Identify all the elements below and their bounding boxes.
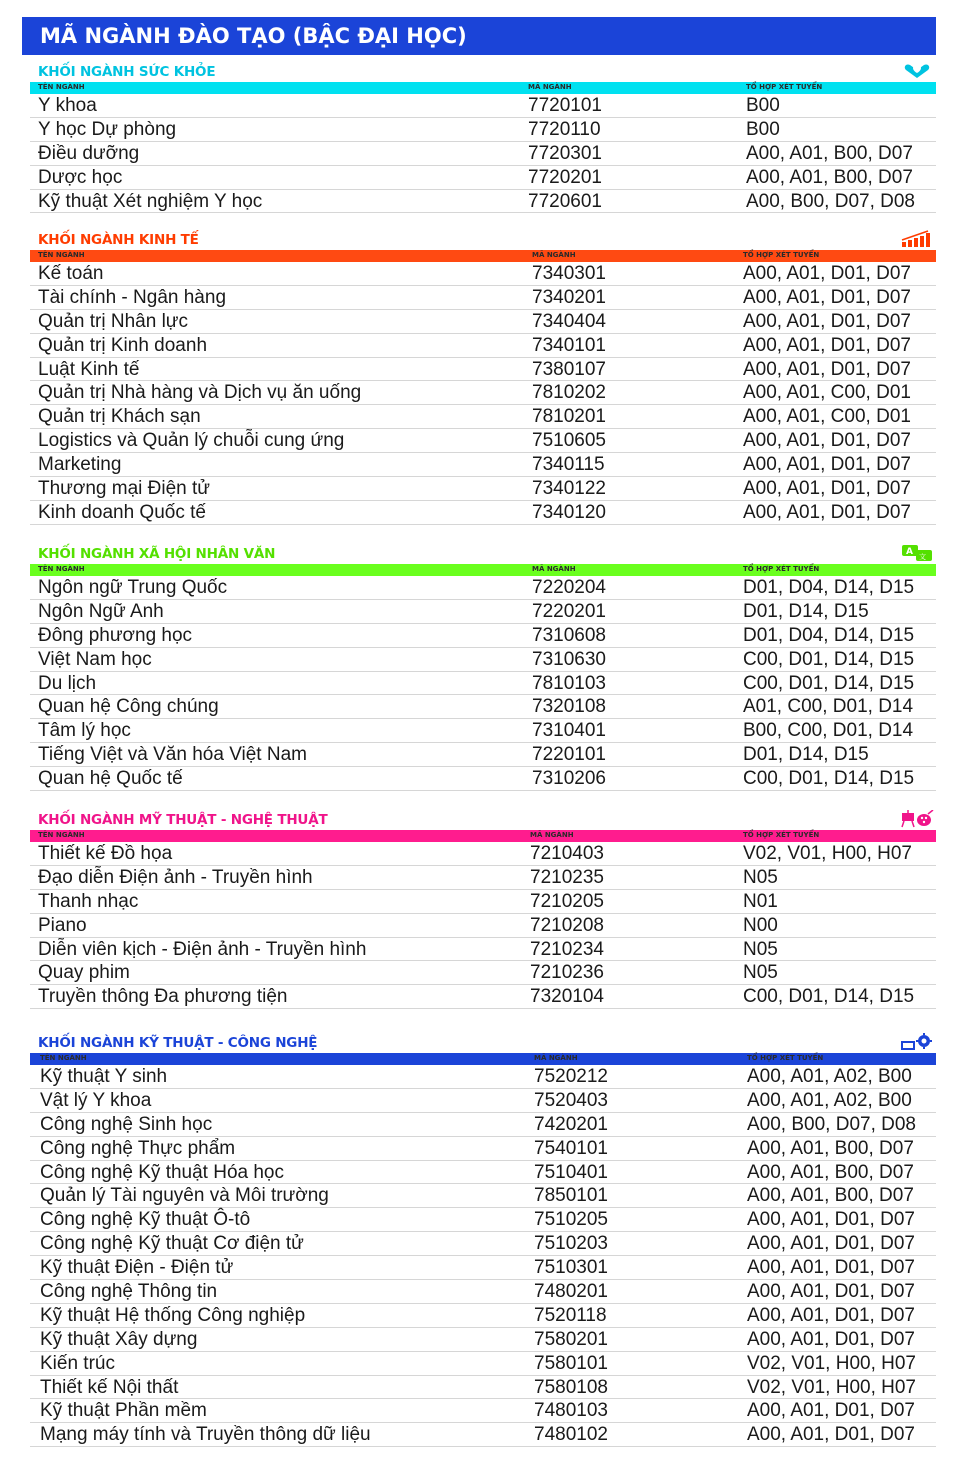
admission-combo: A00, B00, D07, D08 bbox=[747, 1113, 916, 1135]
program-name: Quay phim bbox=[38, 962, 130, 984]
section-3 bbox=[0, 544, 960, 791]
table-row bbox=[30, 1280, 936, 1304]
column-header-code: MÃ NGÀNH bbox=[528, 83, 572, 91]
tech-gear-icon bbox=[900, 1033, 934, 1051]
admission-combo: C00, D01, D14, D15 bbox=[743, 672, 915, 694]
table-row bbox=[30, 334, 936, 358]
admission-combo: A00, A01, D01, D07 bbox=[743, 454, 911, 476]
program-name: Công nghệ Kỹ thuật Cơ điện tử bbox=[40, 1233, 304, 1255]
admission-combo: B00, C00, D01, D14 bbox=[743, 720, 914, 742]
table-row bbox=[30, 600, 936, 624]
admission-combo: V02, V01, H00, H07 bbox=[743, 843, 912, 864]
admission-combo: A00, A01, D01, D07 bbox=[743, 286, 911, 308]
admission-combo: A01, C00, D01, D14 bbox=[743, 696, 914, 718]
column-header-combo: TỔ HỢP XÉT TUYỂN bbox=[746, 83, 823, 91]
program-name: Y học Dự phòng bbox=[38, 118, 177, 140]
program-name: Marketing bbox=[38, 454, 122, 476]
table-row bbox=[30, 453, 936, 477]
program-code: 7210236 bbox=[530, 962, 604, 984]
column-header-combo: TỔ HỢP XÉT TUYỂN bbox=[743, 251, 820, 259]
program-name: Tiếng Việt và Văn hóa Việt Nam bbox=[38, 744, 307, 766]
table-row bbox=[30, 1256, 936, 1280]
table-row bbox=[30, 118, 936, 142]
admission-combo: A00, A01, C00, D01 bbox=[743, 406, 911, 428]
program-code: 7480102 bbox=[534, 1424, 608, 1446]
program-code: 7720201 bbox=[528, 166, 602, 188]
program-name: Quan hệ Quốc tế bbox=[38, 768, 183, 790]
admission-combo: A00, A01, C00, D01 bbox=[743, 382, 911, 404]
section-title: KHỐI NGÀNH XÃ HỘI NHÂN VĂN bbox=[38, 546, 276, 562]
program-name: Quản trị Nhân lực bbox=[38, 310, 189, 332]
program-name: Quan hệ Công chúng bbox=[38, 696, 219, 718]
admission-combo: A00, A01, D01, D07 bbox=[743, 358, 911, 380]
program-code: 7720110 bbox=[528, 118, 601, 140]
section-title: KHỐI NGÀNH KỸ THUẬT - CÔNG NGHỆ bbox=[38, 1035, 318, 1051]
program-code: 7210205 bbox=[530, 890, 604, 912]
admission-combo: N05 bbox=[743, 866, 778, 888]
program-code: 7210235 bbox=[530, 866, 604, 888]
column-header-combo: TỔ HỢP XÉT TUYỂN bbox=[747, 1054, 824, 1062]
program-code: 7320108 bbox=[532, 696, 606, 718]
program-code: 7210208 bbox=[530, 914, 604, 936]
table-row bbox=[30, 624, 936, 648]
program-code: 7310401 bbox=[532, 720, 606, 742]
translate-icon bbox=[900, 544, 934, 562]
section-header bbox=[0, 810, 960, 830]
section-header bbox=[0, 230, 960, 250]
column-header-bar bbox=[30, 1053, 936, 1065]
program-name: Kỹ thuật Phần mềm bbox=[40, 1400, 207, 1422]
program-name: Vật lý Y khoa bbox=[40, 1089, 152, 1111]
program-code: 7810202 bbox=[532, 382, 606, 404]
table-row bbox=[30, 890, 936, 914]
program-code: 7520118 bbox=[534, 1304, 607, 1326]
table-row bbox=[30, 190, 936, 214]
table-row bbox=[30, 1232, 936, 1256]
program-code: 7520212 bbox=[534, 1066, 608, 1087]
table-row bbox=[30, 310, 936, 334]
table-row bbox=[30, 576, 936, 600]
table-row bbox=[30, 501, 936, 525]
section-header bbox=[0, 544, 960, 564]
art-palette-icon bbox=[900, 810, 934, 828]
program-name: Công nghệ Sinh học bbox=[40, 1113, 213, 1135]
program-name: Truyền thông Đa phương tiện bbox=[38, 986, 288, 1008]
admission-combo: B00 bbox=[746, 95, 780, 116]
table-row bbox=[30, 1376, 936, 1400]
svg-text:A: A bbox=[906, 547, 913, 557]
program-code: 7520403 bbox=[534, 1089, 608, 1111]
admission-combo: A00, A01, B00, D07 bbox=[747, 1161, 914, 1183]
admission-combo: D01, D04, D14, D15 bbox=[743, 624, 915, 646]
section-4 bbox=[0, 810, 960, 1009]
section-5 bbox=[0, 1033, 960, 1447]
table-row bbox=[30, 914, 936, 938]
program-code: 7210403 bbox=[530, 843, 604, 864]
program-name: Piano bbox=[38, 914, 87, 936]
program-code: 7340122 bbox=[532, 478, 606, 500]
section-header bbox=[0, 62, 960, 82]
section-title: KHỐI NGÀNH KINH TẾ bbox=[38, 232, 199, 248]
program-name: Dược học bbox=[38, 166, 123, 188]
table-row bbox=[30, 381, 936, 405]
admission-combo: A00, A01, B00, D07 bbox=[746, 142, 913, 164]
program-code: 7310206 bbox=[532, 768, 606, 790]
program-code: 7340101 bbox=[532, 334, 606, 356]
admission-combo: N05 bbox=[743, 962, 778, 984]
admission-combo: A00, A01, A02, B00 bbox=[747, 1066, 912, 1087]
program-name: Việt Nam học bbox=[38, 648, 152, 670]
program-code: 7850101 bbox=[534, 1185, 608, 1207]
program-code: 7510605 bbox=[532, 430, 606, 452]
program-name: Quản trị Kinh doanh bbox=[38, 334, 208, 356]
table-row bbox=[30, 286, 936, 310]
admission-combo: A00, A01, D01, D07 bbox=[747, 1400, 915, 1422]
section-title: KHỐI NGÀNH MỸ THUẬT - NGHỆ THUẬT bbox=[38, 812, 328, 828]
program-name: Tài chính - Ngân hàng bbox=[38, 286, 227, 308]
column-header-code: MÃ NGÀNH bbox=[534, 1054, 578, 1062]
program-code: 7580201 bbox=[534, 1328, 608, 1350]
program-code: 7810201 bbox=[532, 406, 606, 428]
program-code: 7540101 bbox=[534, 1137, 608, 1159]
program-name: Kiến trúc bbox=[40, 1352, 115, 1374]
table-row bbox=[30, 1208, 936, 1232]
program-code: 7420201 bbox=[534, 1113, 608, 1135]
program-name: Du lịch bbox=[38, 672, 97, 694]
program-name: Logistics và Quản lý chuỗi cung ứng bbox=[38, 430, 345, 452]
column-header-combo: TỔ HỢP XÉT TUYỂN bbox=[743, 831, 820, 839]
program-name: Kỹ thuật Xây dựng bbox=[40, 1328, 198, 1350]
svg-text:文: 文 bbox=[919, 553, 926, 561]
section-2 bbox=[0, 230, 960, 525]
admission-combo: A00, A01, D01, D07 bbox=[743, 263, 911, 284]
table-row bbox=[30, 1399, 936, 1423]
column-header-code: MÃ NGÀNH bbox=[530, 831, 574, 839]
program-code: 7340201 bbox=[532, 286, 606, 308]
table-row bbox=[30, 142, 936, 166]
admission-combo: A00, A01, D01, D07 bbox=[743, 310, 911, 332]
admission-combo: N00 bbox=[743, 914, 778, 936]
column-header-bar bbox=[30, 250, 936, 262]
program-name: Kỹ thuật Điện - Điện tử bbox=[40, 1257, 234, 1279]
admission-combo: A00, A01, D01, D07 bbox=[747, 1281, 915, 1303]
column-header-name: TÊN NGÀNH bbox=[38, 565, 85, 573]
column-header-code: MÃ NGÀNH bbox=[532, 251, 576, 259]
program-code: 7720301 bbox=[528, 142, 602, 164]
table-row bbox=[30, 767, 936, 791]
program-name: Kinh doanh Quốc tế bbox=[38, 501, 206, 523]
admission-combo: V02, V01, H00, H07 bbox=[747, 1376, 916, 1398]
column-header-name: TÊN NGÀNH bbox=[38, 251, 85, 259]
table-row bbox=[30, 1328, 936, 1352]
table-row bbox=[30, 166, 936, 190]
table-row bbox=[30, 405, 936, 429]
program-code: 7220204 bbox=[532, 577, 606, 598]
table-row bbox=[30, 985, 936, 1009]
page-title: MÃ NGÀNH ĐÀO TẠO (BẬC ĐẠI HỌC) bbox=[22, 17, 936, 55]
admission-combo: A00, A01, D01, D07 bbox=[747, 1424, 915, 1446]
table-row bbox=[30, 719, 936, 743]
program-code: 7310608 bbox=[532, 624, 606, 646]
program-name: Công nghệ Thông tin bbox=[40, 1281, 218, 1303]
program-code: 7580108 bbox=[534, 1376, 608, 1398]
table-row bbox=[30, 1352, 936, 1376]
admission-combo: A00, A01, A02, B00 bbox=[747, 1089, 912, 1111]
admission-combo: N05 bbox=[743, 938, 778, 960]
program-code: 7510301 bbox=[534, 1257, 608, 1279]
admission-combo: C00, D01, D14, D15 bbox=[743, 768, 915, 790]
program-name: Quản trị Khách sạn bbox=[38, 406, 201, 428]
table-row bbox=[30, 477, 936, 501]
program-code: 7480201 bbox=[534, 1281, 608, 1303]
column-header-code: MÃ NGÀNH bbox=[532, 565, 576, 573]
program-code: 7340120 bbox=[532, 501, 606, 523]
program-name: Công nghệ Thực phẩm bbox=[40, 1137, 236, 1159]
column-header-name: TÊN NGÀNH bbox=[38, 83, 85, 91]
admission-combo: C00, D01, D14, D15 bbox=[743, 648, 915, 670]
admission-combo: A00, A01, D01, D07 bbox=[747, 1233, 915, 1255]
column-header-name: TÊN NGÀNH bbox=[38, 831, 85, 839]
table-row bbox=[30, 842, 936, 866]
admission-combo: A00, A01, D01, D07 bbox=[747, 1328, 915, 1350]
admission-combo: V02, V01, H00, H07 bbox=[747, 1352, 916, 1374]
admission-combo: D01, D14, D15 bbox=[743, 744, 869, 766]
table-row bbox=[30, 961, 936, 985]
program-name: Đạo diễn Điện ảnh - Truyền hình bbox=[38, 866, 313, 888]
table-row bbox=[30, 262, 936, 286]
program-name: Công nghệ Kỹ thuật Hóa học bbox=[40, 1161, 285, 1183]
program-name: Điều dưỡng bbox=[38, 142, 140, 164]
program-name: Quản lý Tài nguyên và Môi trường bbox=[40, 1185, 329, 1207]
program-code: 7340115 bbox=[532, 454, 605, 476]
program-code: 7510401 bbox=[534, 1161, 608, 1183]
admission-combo: B00 bbox=[746, 118, 780, 140]
program-name: Thanh nhạc bbox=[38, 890, 139, 912]
program-name: Ngôn ngữ Trung Quốc bbox=[38, 577, 228, 598]
program-code: 7510205 bbox=[534, 1209, 608, 1231]
column-header-bar bbox=[30, 564, 936, 576]
table-row bbox=[30, 429, 936, 453]
program-code: 7220201 bbox=[532, 600, 606, 622]
program-code: 7210234 bbox=[530, 938, 604, 960]
program-name: Ngôn Ngữ Anh bbox=[38, 600, 164, 622]
admission-combo: A00, A01, B00, D07 bbox=[746, 166, 913, 188]
program-code: 7310630 bbox=[532, 648, 606, 670]
admission-combo: A00, A01, D01, D07 bbox=[747, 1304, 915, 1326]
table-row bbox=[30, 1113, 936, 1137]
program-name: Y khoa bbox=[38, 95, 97, 116]
admission-combo: D01, D14, D15 bbox=[743, 600, 869, 622]
table-row bbox=[30, 938, 936, 962]
table-row bbox=[30, 94, 936, 118]
admission-combo: D01, D04, D14, D15 bbox=[743, 577, 915, 598]
table-row bbox=[30, 866, 936, 890]
program-name: Diễn viên kịch - Điện ảnh - Truyền hình bbox=[38, 938, 367, 960]
table-row bbox=[30, 358, 936, 382]
program-code: 7580101 bbox=[534, 1352, 608, 1374]
table-row bbox=[30, 695, 936, 719]
admission-combo: A00, A01, D01, D07 bbox=[747, 1257, 915, 1279]
health-hands-icon bbox=[900, 62, 934, 80]
admission-combo: A00, A01, D01, D07 bbox=[747, 1209, 915, 1231]
table-row bbox=[30, 1065, 936, 1089]
program-code: 7720101 bbox=[528, 95, 602, 116]
admission-combo: A00, A01, B00, D07 bbox=[747, 1137, 914, 1159]
table-row bbox=[30, 1423, 936, 1447]
program-name: Kỹ thuật Y sinh bbox=[40, 1066, 168, 1087]
program-name: Thiết kế Đồ họa bbox=[38, 843, 173, 864]
program-name: Quản trị Nhà hàng và Dịch vụ ăn uống bbox=[38, 382, 362, 404]
program-name: Tâm lý học bbox=[38, 720, 131, 742]
admission-combo: A00, A01, D01, D07 bbox=[743, 478, 911, 500]
program-name: Công nghệ Kỹ thuật Ô-tô bbox=[40, 1209, 251, 1231]
admission-combo: N01 bbox=[743, 890, 778, 912]
program-code: 7380107 bbox=[532, 358, 606, 380]
admission-combo: A00, A01, D01, D07 bbox=[743, 334, 911, 356]
program-name: Kỹ thuật Hệ thống Công nghiệp bbox=[40, 1304, 306, 1326]
program-code: 7220101 bbox=[532, 744, 606, 766]
program-name: Thiết kế Nội thất bbox=[40, 1376, 179, 1398]
program-name: Thương mại Điện tử bbox=[38, 478, 211, 500]
section-title: KHỐI NGÀNH SỨC KHỎE bbox=[38, 64, 216, 80]
program-code: 7480103 bbox=[534, 1400, 608, 1422]
program-name: Kỹ thuật Xét nghiệm Y học bbox=[38, 190, 263, 212]
table-row bbox=[30, 1089, 936, 1113]
table-row bbox=[30, 648, 936, 672]
column-header-bar bbox=[30, 830, 936, 842]
admission-combo: A00, A01, D01, D07 bbox=[743, 430, 911, 452]
admission-combo: A00, A01, B00, D07 bbox=[747, 1185, 914, 1207]
table-row bbox=[30, 1161, 936, 1185]
program-name: Mạng máy tính và Truyền thông dữ liệu bbox=[40, 1424, 371, 1446]
admission-combo: A00, A01, D01, D07 bbox=[743, 501, 911, 523]
column-header-name: TÊN NGÀNH bbox=[40, 1054, 87, 1062]
table-row bbox=[30, 1137, 936, 1161]
program-name: Kế toán bbox=[38, 263, 104, 284]
section-header bbox=[0, 1033, 960, 1053]
column-header-bar bbox=[30, 82, 936, 94]
program-code: 7340301 bbox=[532, 263, 606, 284]
program-code: 7510203 bbox=[534, 1233, 608, 1255]
bar-chart-icon bbox=[900, 230, 934, 248]
table-row bbox=[30, 672, 936, 696]
program-name: Luật Kinh tế bbox=[38, 358, 140, 380]
table-row bbox=[30, 1304, 936, 1328]
column-header-combo: TỔ HỢP XÉT TUYỂN bbox=[743, 565, 820, 573]
program-code: 7340404 bbox=[532, 310, 606, 332]
program-code: 7720601 bbox=[528, 190, 602, 212]
admission-combo: A00, B00, D07, D08 bbox=[746, 190, 915, 212]
table-row bbox=[30, 743, 936, 767]
program-code: 7320104 bbox=[530, 986, 604, 1008]
admission-combo: C00, D01, D14, D15 bbox=[743, 986, 915, 1008]
table-row bbox=[30, 1184, 936, 1208]
section-1 bbox=[0, 62, 960, 213]
program-name: Đông phương học bbox=[38, 624, 193, 646]
program-code: 7810103 bbox=[532, 672, 606, 694]
